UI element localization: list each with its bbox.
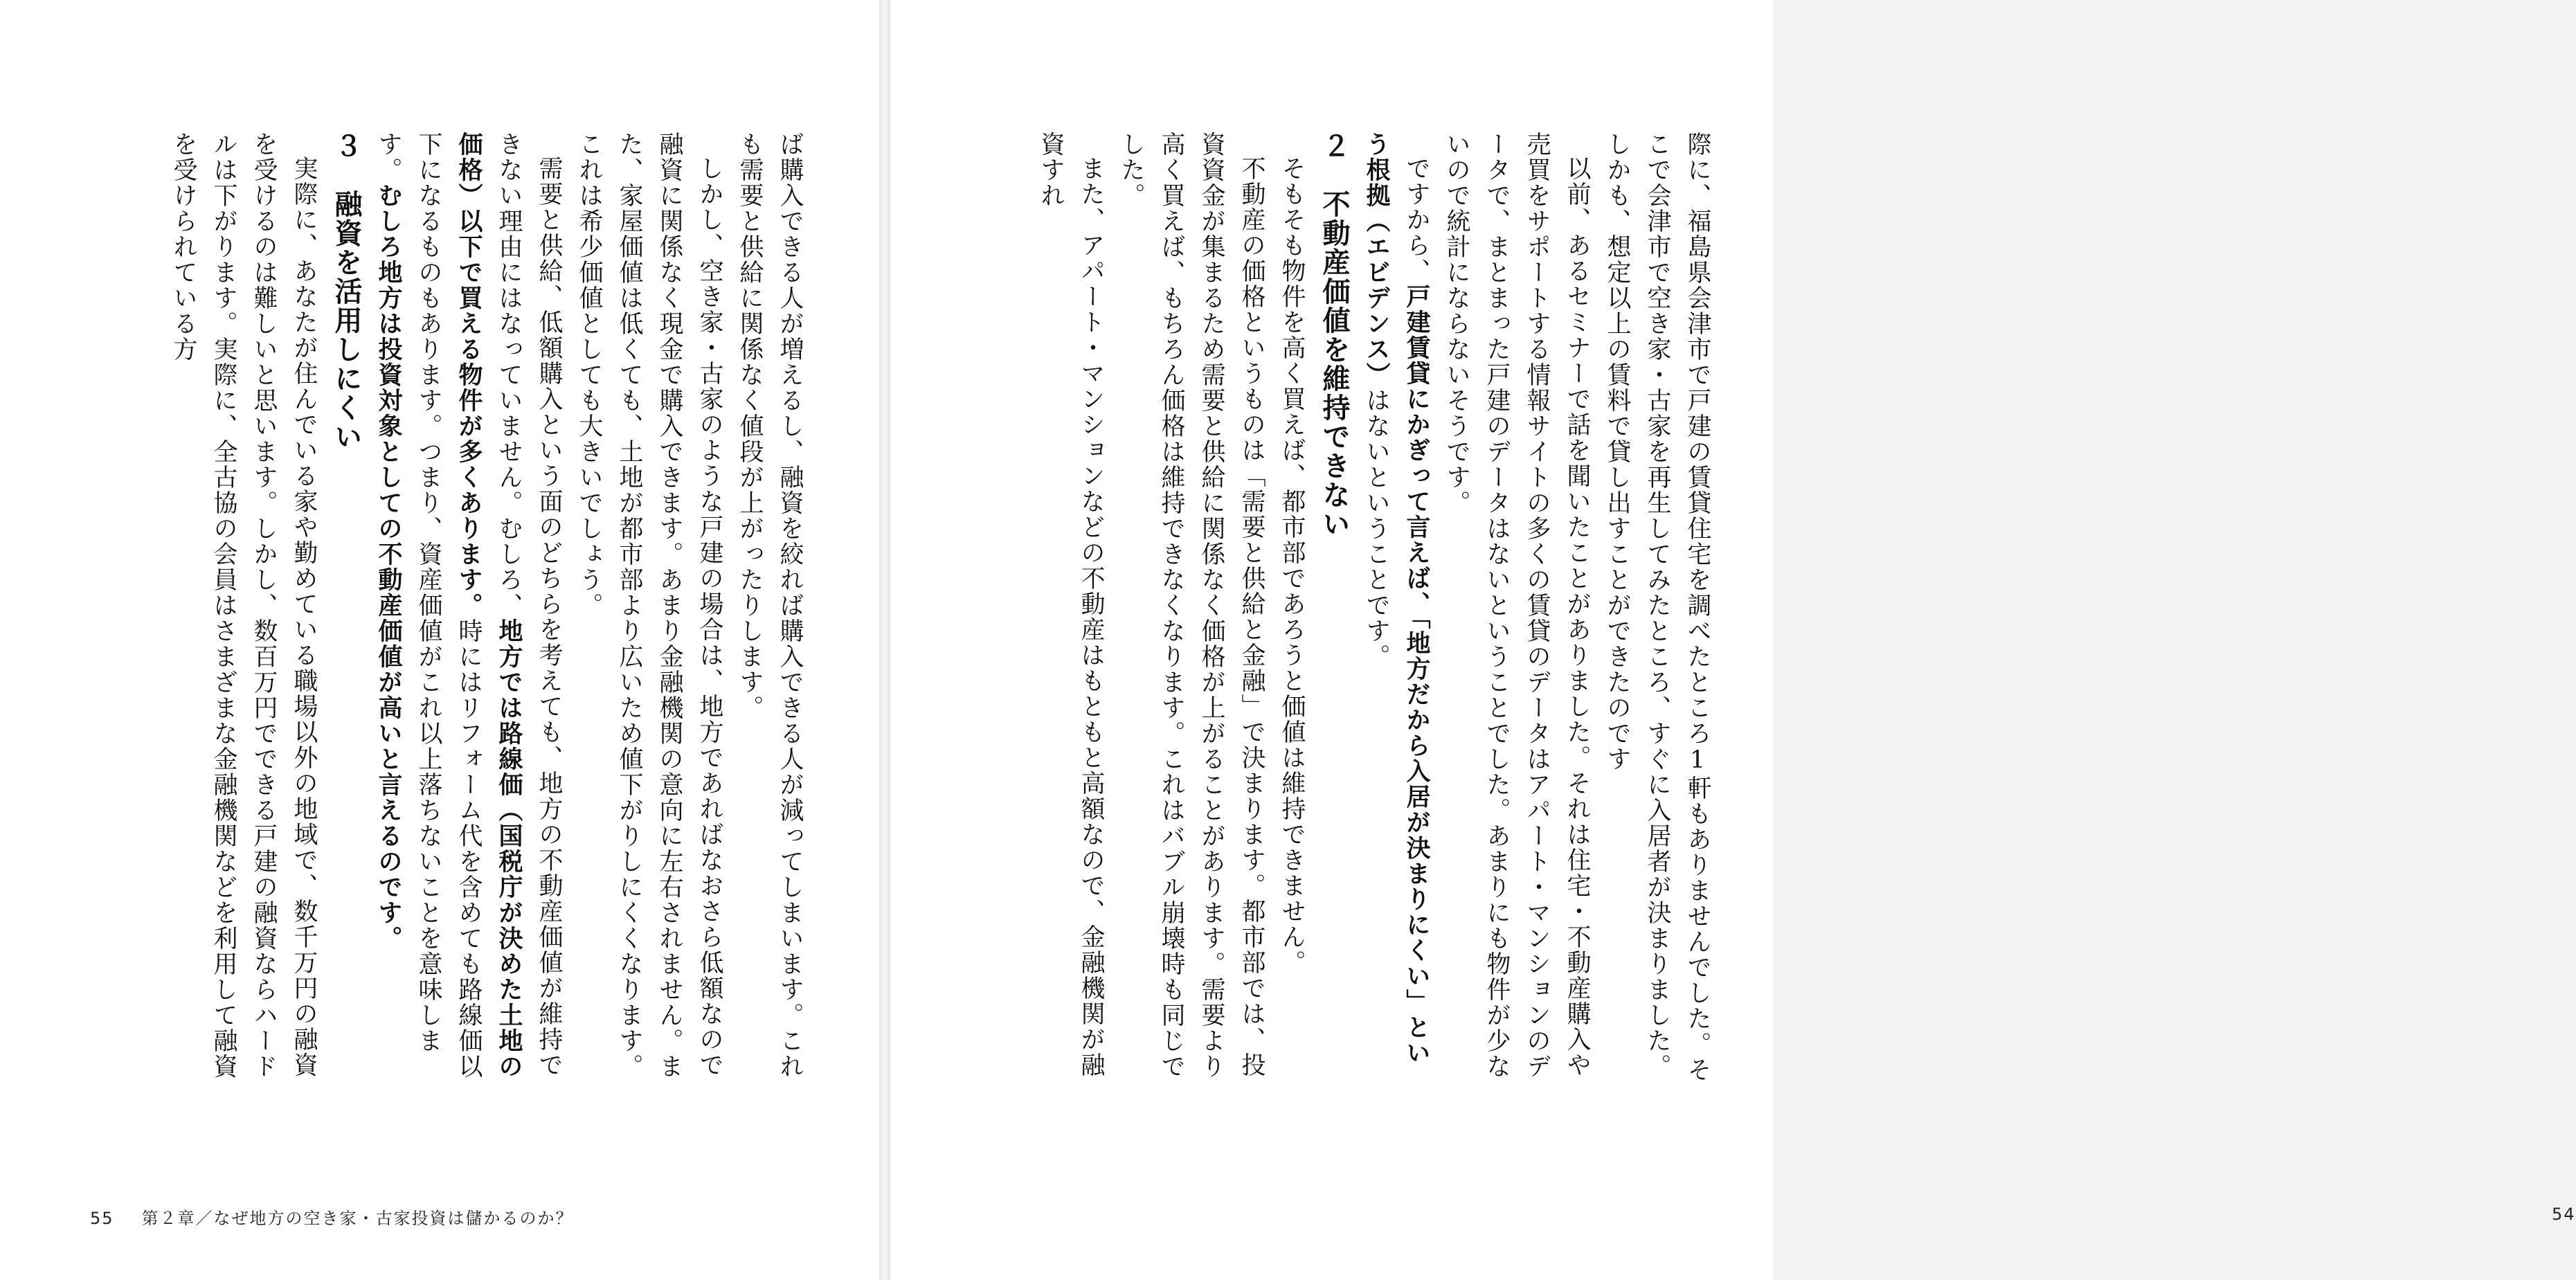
- running-footer: [90, 1205, 574, 1229]
- section-heading: ２ 不動産価値を維持できない: [1318, 132, 1350, 539]
- emphasis-text: 戸建賃貸にかぎって言えば、「地方だから入居が決まりにくい」という根拠（エビデンス）: [1362, 132, 1430, 1066]
- running-title: 第２章／なぜ地方の空き家・古家投資は儲かるのか？: [141, 1209, 574, 1228]
- paragraph: ですから、戸建賃貸にかぎって言えば、「地方だから入居が決まりにくい」という根拠（エビデンス）はないということです。: [1362, 132, 1430, 1066]
- paragraph: 際に、福島県会津市で戸建の賃貸住宅を調べたところ1軒もありませんでした。そこで会津市で空き家・古家を再生してみたところ、すぐに入居者が決まりました。しかも、想定以上の賃料で貸し出すことができたのです: [1603, 132, 1711, 1083]
- emphasis-text: むしろ地方は投資対象としての不動産価値が高いと言えるのです。: [375, 183, 402, 951]
- section-heading: ３ 融資を活用しにくい: [330, 132, 362, 451]
- book-gutter: [879, 0, 890, 1280]
- left-page-text: [118, 132, 810, 1087]
- paragraph: 需要と供給、低額購入という面のどちらを考えても、地方の不動産価値が維持できない理由にはなっていません。むしろ、地方では路線価（国税庁が決めた土地の価格）以下で買える物件が多くあります。時にはリフォーム代を含めても路線価以下になるものもあります。つまり、資産価値がこれ以上落ちないことを意味します。むしろ地方は投資対象としての不動産価値が高いと言えるのです。: [375, 132, 563, 1079]
- page-number: 55: [90, 1209, 114, 1228]
- emphasis-text: 地方では路線価（国税庁が決めた土地の価格）以下で買える物件が多くあります。: [455, 132, 523, 1079]
- right-page: [890, 0, 2576, 1280]
- page-number: 54: [2552, 1205, 2576, 1224]
- left-page: [0, 0, 880, 1280]
- right-page-text: [1032, 132, 1718, 1087]
- paragraph: 不動産の価格というものは「需要と供給と金融」で決まります。都市部では、投資資金が集まるため需要と供給に関係なく価格が上がることがあります。需要より高く買えば、もちろん価格は維持できなくなります。これはバブル崩壊時も同じでした。: [1117, 132, 1266, 1079]
- paragraph: 以前、あるセミナーで話を聞いたことがありました。それは住宅・不動産購入や売買をサポートする情報サイトの多くの賃貸のデータはアパート・マンションのデータで、まとまった戸建のデータはないということでした。あまりにも物件が少ないので統計にならないそうです。: [1443, 132, 1591, 1079]
- paragraph: そもそも物件を高く買えば、都市部であろうと価値は維持できません。: [1278, 156, 1306, 975]
- paragraph: 実際に、あなたが住んでいる家や勤めている職場以外の地域で、数千万円の融資を受けるのは難しいと思います。しかし、数百万円でできる戸建の融資ならハードルは下がります。実際に、全古協の会員はさまざまな金融機関などを利用して融資を受けられている方: [170, 132, 318, 1079]
- paragraph: しかし、空き家・古家のような戸建の場合は、地方であればなおさら低額なので融資に関係なく現金で購入できます。あまり金融機関の意向に左右されません。また、家屋価値は低くても、土地が都市部より広いため値下がりしにくくなります。これは希少価値としても大きいでしょう。: [575, 132, 723, 1079]
- paragraph: ば購入できる人が増えるし、融資を絞れば購入できる人が減ってしまいます。これも需要と供給に関係なく値段が上がったりします。: [736, 132, 804, 1079]
- paragraph: また、アパート・マンションなどの不動産はもともと高額なので、金融機関が融資すれ: [1037, 132, 1105, 1078]
